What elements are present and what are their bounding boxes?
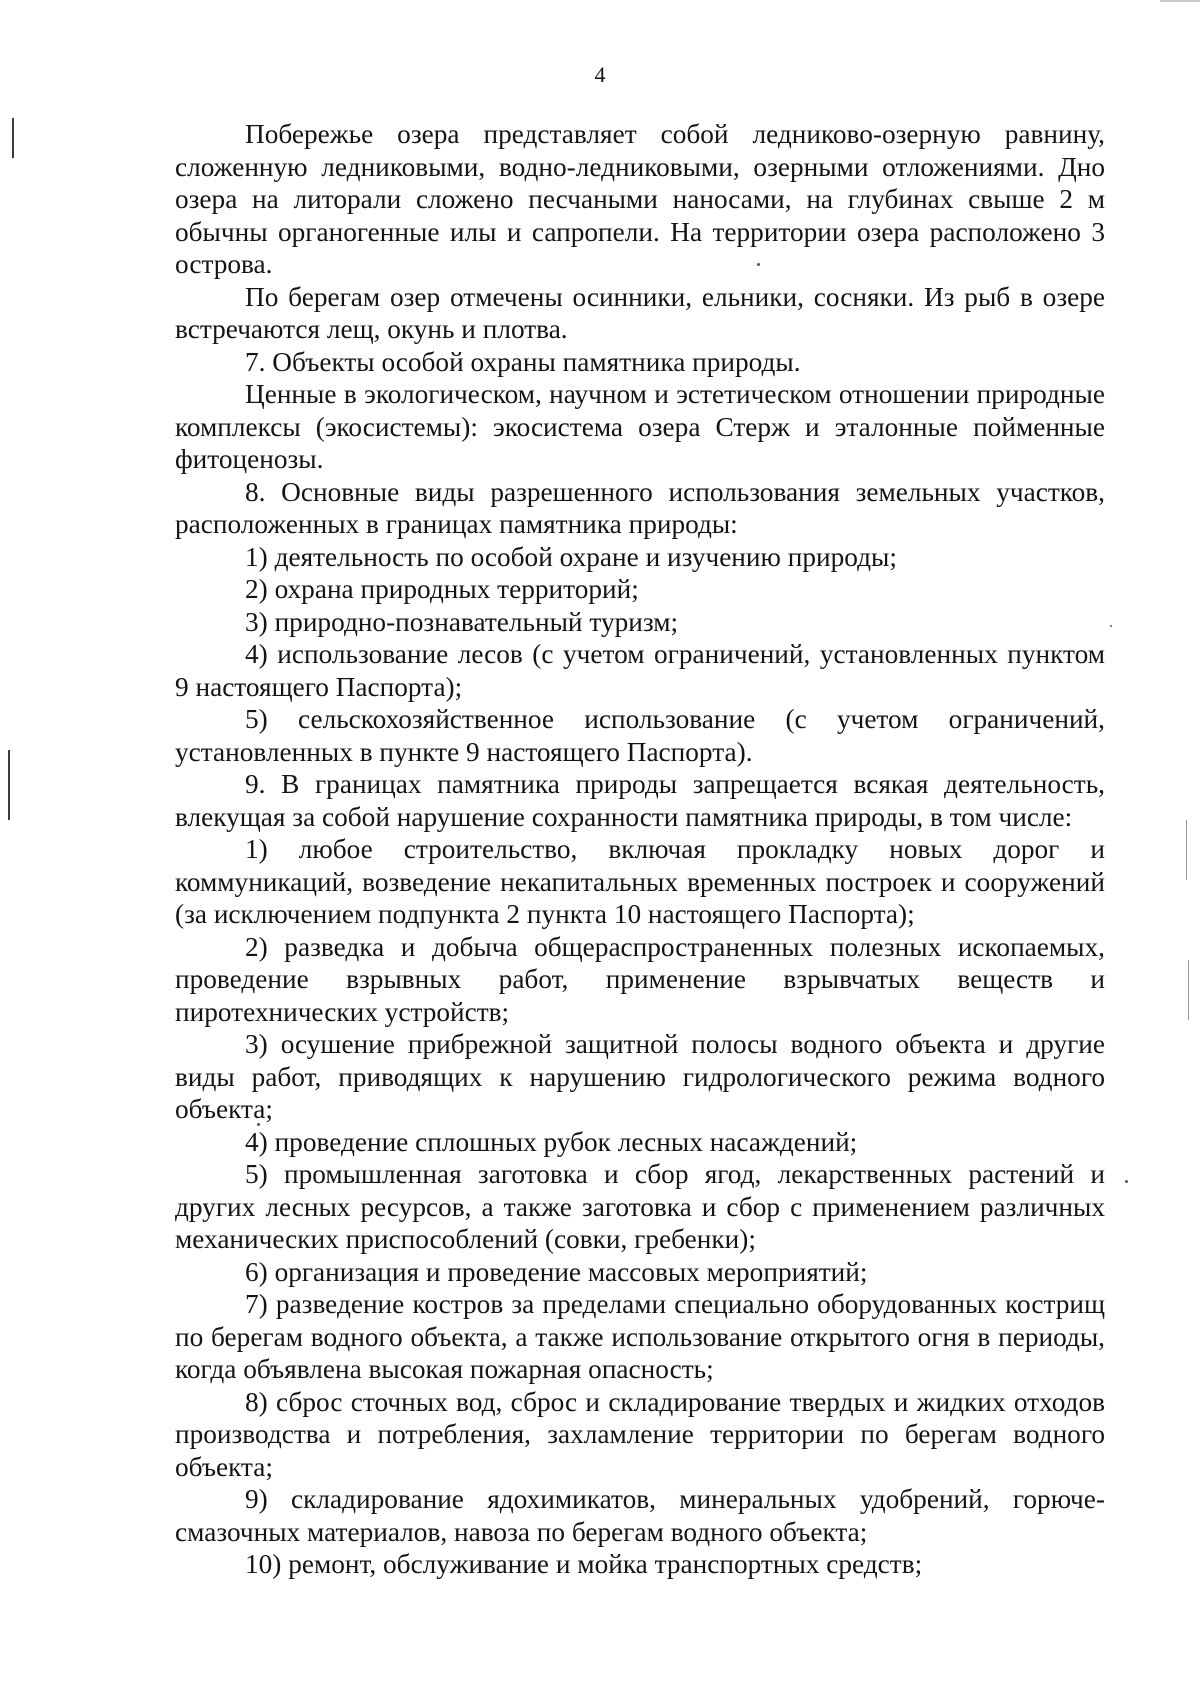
scan-artifact [12,118,14,158]
section-9-heading: 9. В границах памятника природы запрещается всякая деятельность, влекущая за собой нарушение сохранности памятника природы, в том числе: [175,769,1105,832]
scan-artifact [1188,960,1189,1020]
section-8-item-3: 3) природно-познавательный туризм; [245,606,679,637]
section-9-item-4: 4) проведение сплошных рубок лесных насаждений; [245,1126,858,1157]
section-9-item-7: 7) разведение костров за пределами специально оборудованных кострищ по берегам водного объекта, а также использование открытого огня в периоды, когда объявлена высокая пожарная опасность; [175,1289,1105,1384]
section-9-item-3: 3) осушение прибрежной защитной полосы водного объекта и другие виды работ, приводящих к нарушению гидрологического режима водного объекта; [175,1029,1105,1124]
section-8-item-5: 5) сельскохозяйственное использование (с учетом ограничений, установленных в пункте 9 настоящего Паспорта). [175,704,1105,767]
scan-artifact [1160,0,1200,2]
section-8-heading: 8. Основные виды разрешенного использования земельных участков, расположенных в границах памятника природы: [175,476,1105,539]
section-9-item-10: 10) ремонт, обслуживание и мойка транспортных средств; [245,1549,923,1579]
paragraph-flora-fauna: По берегам озер отмечены осинники, ельники, сосняки. Из рыб в озере встречаются лещ, окунь и плотва. [175,281,1105,344]
section-7-text: Ценные в экологическом, научном и эстетическом отношении природные комплексы (экосистемы): экосистема озера Стерж и эталонные пойменные фитоценозы. [175,379,1105,474]
section-9-item-2: 2) разведка и добыча общераспространенных полезных ископаемых, проведение взрывных работ, применение взрывчатых веществ и пиротехнических устройств; [175,931,1105,1027]
section-8-item-2: 2) охрана природных территорий; [245,574,639,604]
scan-artifact [8,750,10,820]
section-9-item-5: 5) промышленная заготовка и сбор ягод, лекарственных растений и других лесных ресурсов, а также заготовка и сбор с применением различных механических приспособлений (совки, гребенки); [175,1159,1105,1254]
section-9-item-9: 9) складирование ядохимикатов, минеральных удобрений, горюче-смазочных материалов, навоза по берегам водного объекта; [175,1484,1105,1547]
scan-speck [1110,625,1112,627]
document-body [175,118,1105,1581]
section-8-item-4: 4) использование лесов (с учетом ограничений, установленных пунктом 9 настоящего Паспорта); [175,639,1105,702]
section-9-item-8: 8) сброс сточных вод, сброс и складирование твердых и жидких отходов производства и потребления, захламление территории по берегам водного объекта; [175,1386,1105,1482]
paragraph-lake-shore: Побережье озера представляет собой ледниково-озерную равнину, сложенную ледниковыми, водно-ледниковыми, озерными отложениями. Дно озера на литорали сложено песчаными наносами, на глубинах свыше 2 м обычны органогенные илы и сапропели. На территории озера расположено 3 острова. [175,119,1105,279]
section-9-item-1: 1) любое строительство, включая прокладку новых дорог и коммуникаций, возведение некапитальных временных построек и сооружений (за исключением подпункта 2 пункта 10 настоящего Паспорта); [175,834,1105,929]
section-7-heading: 7. Объекты особой охраны памятника природы. [245,346,801,377]
scan-artifact [1186,820,1187,880]
scan-speck [1125,1180,1128,1183]
section-9-item-6: 6) организация и проведение массовых мероприятий; [245,1256,868,1287]
page-number: 4 [594,62,606,87]
section-8-item-1: 1) деятельность по особой охране и изучению природы; [245,541,897,572]
